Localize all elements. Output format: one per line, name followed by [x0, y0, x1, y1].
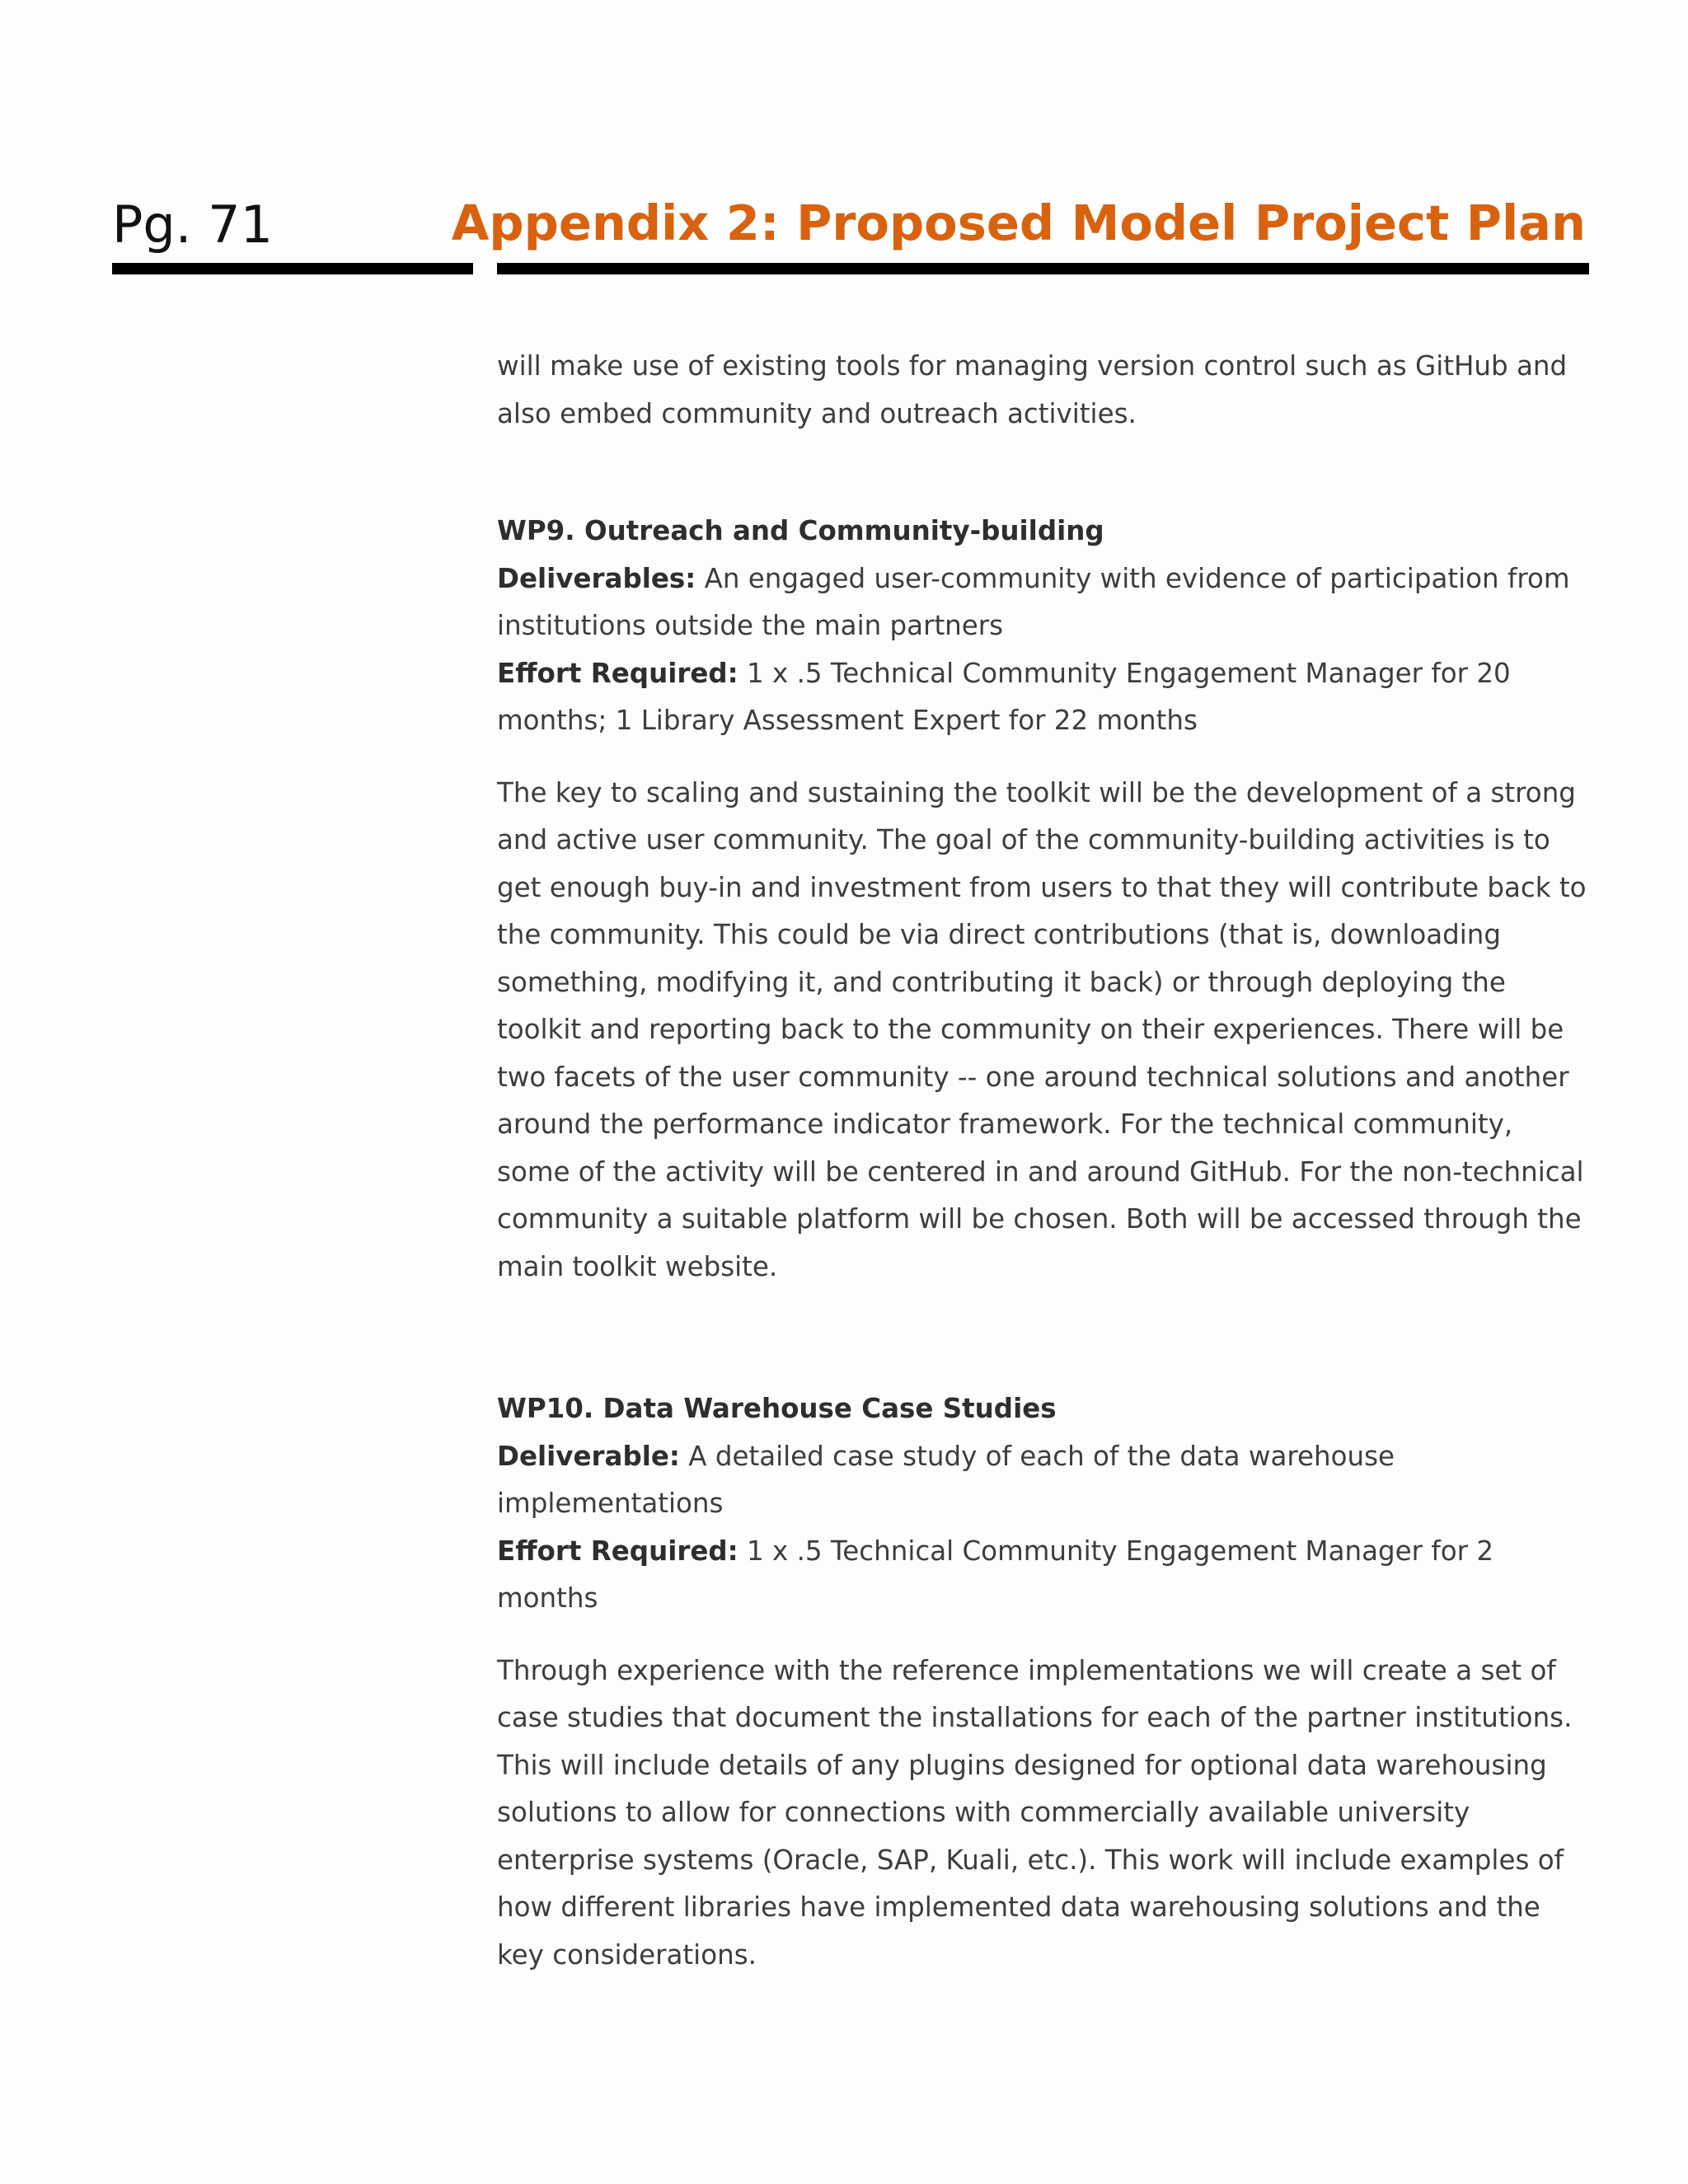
wp9-deliverables-label: Deliverables:	[497, 562, 696, 594]
wp9-body-paragraph: The key to scaling and sustaining the toolkit will be the development of a strong and active user community. The goal of the community-building activities is to get enough buy-in and investment from users to that they will contribute back to the community. This could be via direct contributions (that is, downloading something, modifying it, and contributing it back) or through deploying the toolkit and reporting back to the community on their experiences. There will be two facets of the user community -- one around technical solutions and another around the performance indicator framework. For the technical community, some of the activity will be centered in and around GitHub. For the non-technical community a suitable platform will be chosen. Both will be accessed through the main toolkit website.	[497, 776, 1587, 1282]
document-body	[497, 343, 1593, 1979]
wp9-effort-text: 1 x .5 Technical Community Engagement Manager for 20 months; 1 Library Assessment Expert for 22 months	[497, 657, 1511, 736]
wp10-section	[497, 1385, 1593, 1979]
wp10-body-paragraph: Through experience with the reference implementations we will create a set of case studies that document the installations for each of the partner institutions. This will include details of any plugins designed for optional data warehousing solutions to allow for connections with commercially available university enterprise systems (Oracle, SAP, Kuali, etc.). This work will include examples of how different libraries have implemented data warehousing solutions and the key considerations.	[497, 1654, 1573, 1971]
intro-paragraph: will make use of existing tools for managing version control such as GitHub and also embed community and outreach activities.	[497, 350, 1568, 429]
wp10-effort-text: 1 x .5 Technical Community Engagement Manager for 2 months	[497, 1535, 1494, 1614]
wp9-section	[497, 508, 1593, 1291]
header-rule-right	[497, 263, 1589, 274]
wp9-effort	[497, 650, 1593, 745]
wp9-deliverables	[497, 555, 1593, 650]
wp10-effort	[497, 1528, 1593, 1623]
section-spacer	[497, 1291, 1593, 1385]
header-rule-left	[112, 263, 473, 274]
wp10-deliverables	[497, 1433, 1593, 1528]
wp10-deliverables-label: Deliverable:	[497, 1440, 680, 1472]
wp9-deliverables-text: An engaged user-community with evidence of participation from institutions outside the main partners	[497, 562, 1570, 641]
wp10-deliverables-text: A detailed case study of each of the data warehouse implementations	[497, 1440, 1395, 1519]
wp9-heading: WP9. Outreach and Community-building	[497, 515, 1104, 546]
wp9-effort-label: Effort Required:	[497, 657, 738, 689]
wp10-heading: WP10. Data Warehouse Case Studies	[497, 1393, 1057, 1424]
page-number: Pg. 71	[112, 194, 274, 255]
page-title: Appendix 2: Proposed Model Project Plan	[451, 194, 1586, 251]
wp10-effort-label: Effort Required:	[497, 1535, 738, 1567]
